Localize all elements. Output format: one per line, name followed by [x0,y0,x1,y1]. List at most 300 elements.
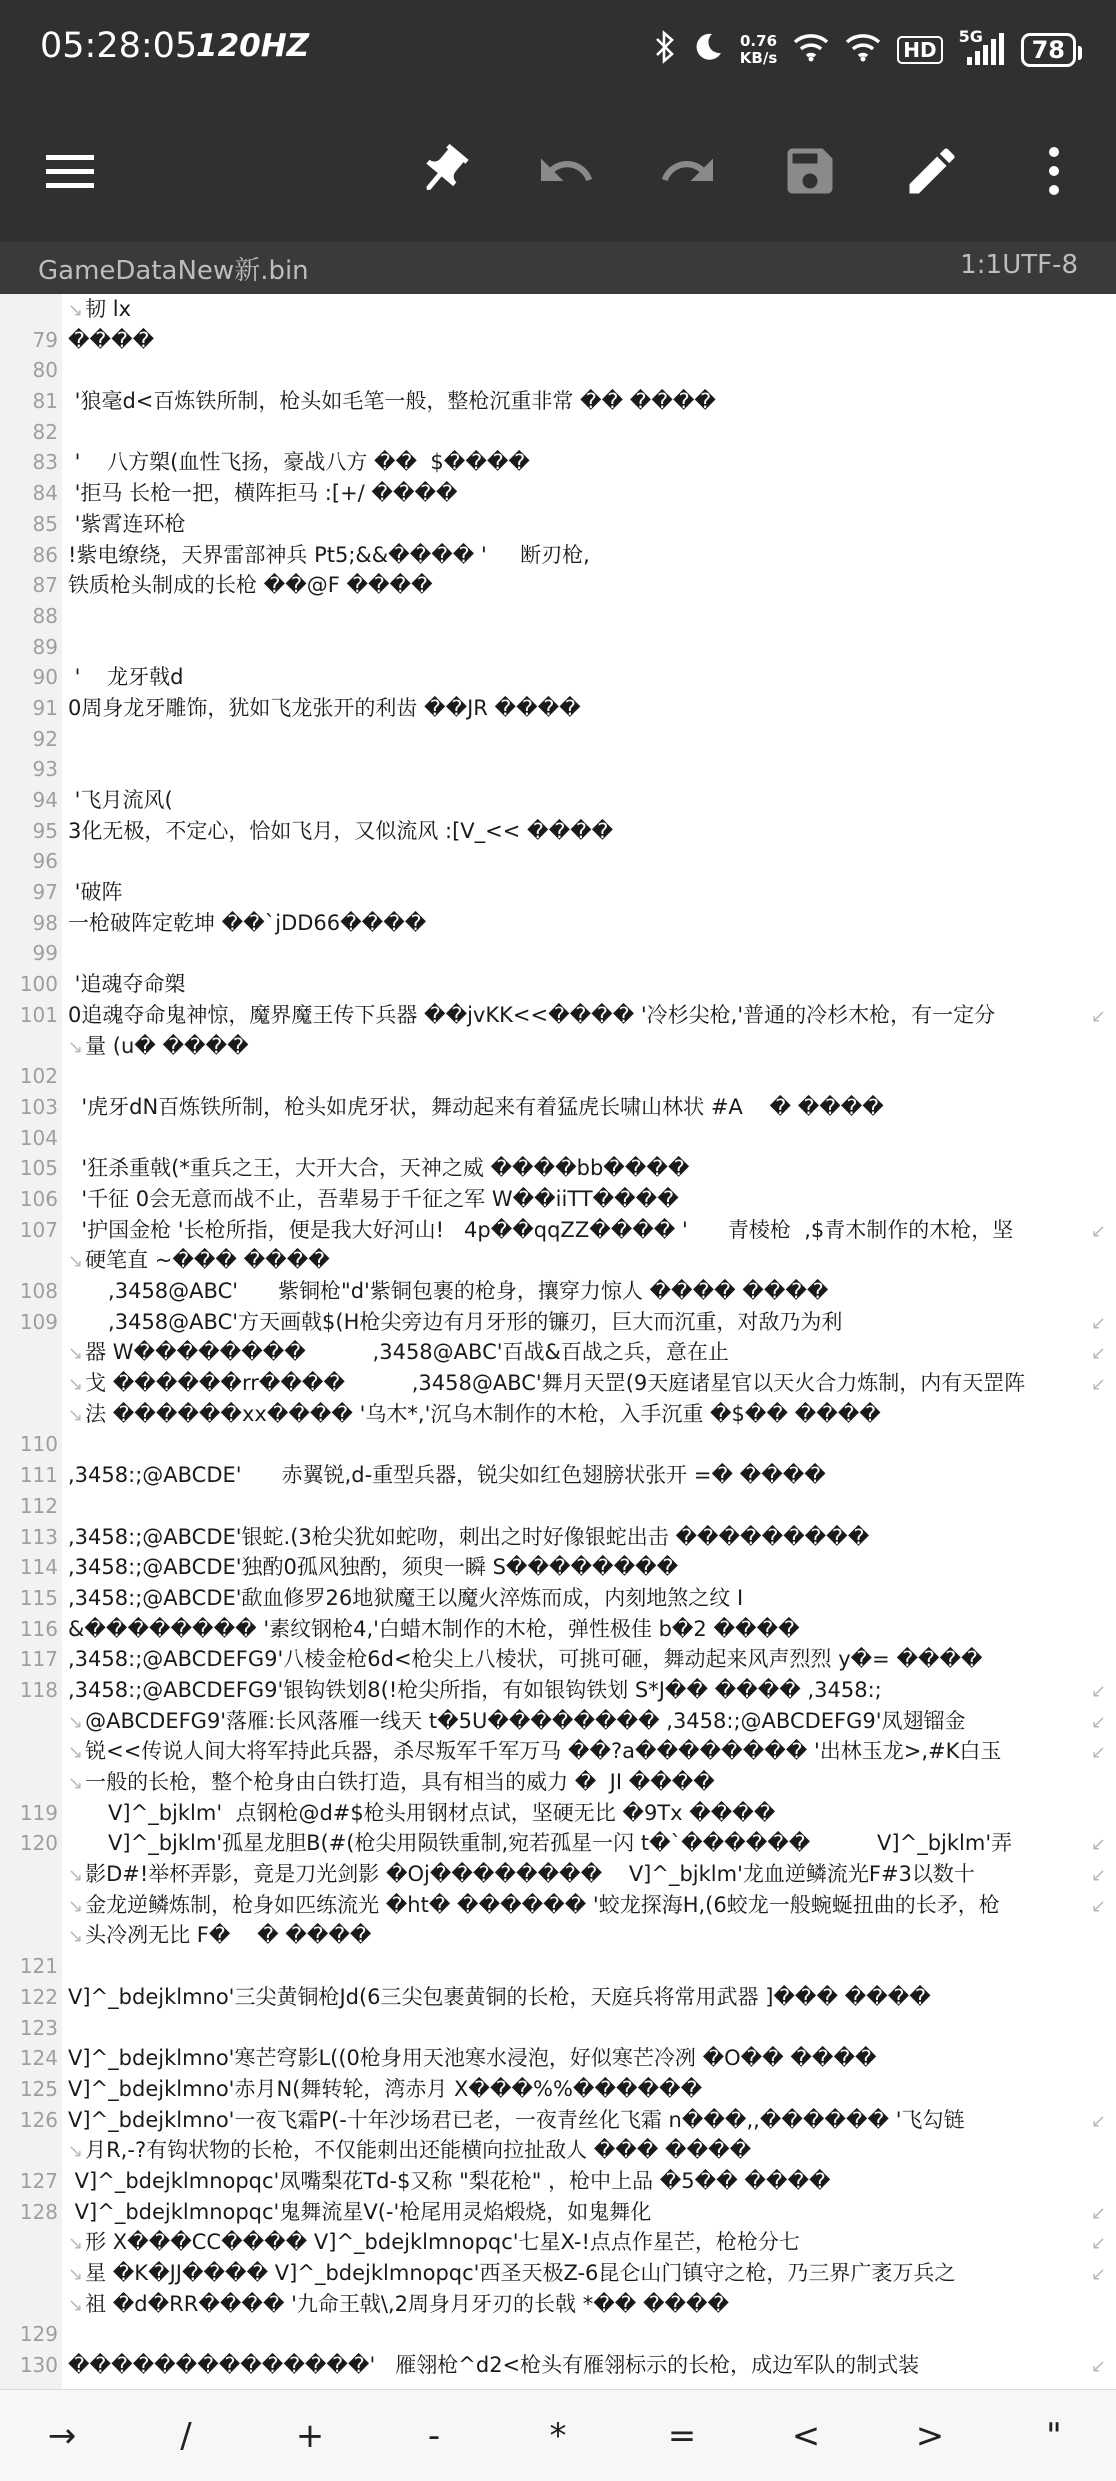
line-number: 93 [32,757,58,782]
status-icons [654,28,1076,72]
line-content: 0周身龙牙雕饰，犹如飞龙张开的利齿 ��JR ���� [68,695,581,720]
line-text[interactable] [68,1092,1108,1123]
line-number: 96 [32,849,58,874]
code-line[interactable] [0,1276,1116,1307]
line-number: 86 [32,542,58,567]
line-text[interactable] [68,325,1108,356]
symbol-key[interactable]: = [667,2415,697,2456]
code-line[interactable] [0,877,1116,908]
line-number: 99 [32,941,58,966]
line-content: ,3458:;@ABCDE'银蛇.(3枪尖犹如蛇吻，刺出之时好像银蛇出击 ��������� [68,1524,870,1549]
wrap-continuation-icon: ↘ [68,1036,84,1058]
line-text[interactable] [68,1215,1108,1246]
pin-button[interactable] [407,135,479,207]
line-content: 星 �K�JJ���� V]^_bdejklmnopqc'西圣天极Z-6昆仑山门镇守之枪，乃三界广袤万兵之 [85,2261,956,2285]
line-content: '狂杀重戟(*重兵之王，大开大合，天神之威 ����bb���� [68,1156,690,1181]
line-text[interactable] [68,1828,1108,1859]
wrap-continuation-icon: ↘ [68,2233,84,2255]
wrap-continuation-icon: ↘ [68,2294,84,2316]
wrap-indicator-icon: ↙ [1090,1005,1106,1027]
symbol-key[interactable]: + [295,2415,325,2456]
line-text[interactable] [68,662,1108,693]
code-line[interactable] [0,1552,1116,1583]
line-content: 影D#!举杯弄影，竟是刀光剑影 �Oj�������� V]^_bjklm'龙血逆鳞流光F#3以数十 [85,1862,975,1887]
line-number: 110 [19,1432,58,1457]
line-number: 81 [32,389,58,414]
code-line[interactable] [0,785,1116,816]
code-line[interactable] [0,754,1116,785]
code-line[interactable] [0,969,1116,1000]
code-line[interactable] [0,1123,1116,1154]
line-content: ' 八方槊(血性飞扬，豪战八方 �� $���� [68,450,530,475]
wrap-indicator-icon: ↙ [1090,1374,1106,1396]
code-line[interactable] [0,2319,1116,2350]
line-content: ���� [68,327,155,352]
line-number: 124 [19,2046,58,2071]
line-text[interactable] [68,2105,1108,2136]
code-line[interactable] [0,1215,1116,1246]
more-vert-icon [1044,146,1064,196]
code-line[interactable] [0,417,1116,448]
line-number: 82 [32,419,58,444]
wrap-continuation-icon: ↘ [68,1895,84,1917]
code-line[interactable] [0,2074,1116,2105]
line-content: ,3458:;@ABCDE' 赤翼锐,d-重型兵器，锐尖如红色翅膀状张开 =� ���� [68,1463,826,1488]
line-content: V]^_bdejklmnopqc'凤嘴梨花Td-$又称 "梨花枪" ，枪中上品 �5�� ���� [68,2168,831,2193]
line-content: 0追魂夺命鬼神惊，魔界魔王传下兵器 ��jvKK<<���� '冷杉尖枪,'普通的冷杉木枪，有一定分 [68,1002,996,1027]
line-text[interactable] [68,540,1108,571]
wrap-continuation-icon: ↘ [68,1865,84,1887]
code-lines[interactable] [0,294,1116,2381]
line-content: '拒马 长枪一把，横阵拒马 :[+/ ���� [68,481,458,506]
line-text[interactable] [68,1767,1108,1800]
line-number: 114 [19,1555,58,1580]
code-line[interactable] [0,1429,1116,1460]
line-text[interactable] [68,2074,1108,2105]
symbol-key[interactable]: - [427,2415,441,2456]
code-line[interactable] [0,1337,1116,1368]
line-text[interactable] [68,2197,1108,2228]
line-content: 形 X���CC���� V]^_bdejklmnopqc'七星X-!点点作星芒，枪枪分七 [85,2230,800,2255]
line-text[interactable] [68,1583,1108,1614]
line-text[interactable] [68,447,1108,478]
line-text[interactable] [68,478,1108,509]
edit-icon [902,141,962,201]
line-content: '追魂夺命槊 [68,972,186,997]
file-info-bar [0,242,1116,294]
code-line[interactable] [0,846,1116,877]
redo-button[interactable] [652,135,724,207]
line-number: 125 [19,2076,58,2101]
symbol-key[interactable]: > [915,2415,945,2456]
line-text[interactable] [68,1920,1108,1953]
line-text[interactable] [68,1798,1108,1829]
line-number: 121 [19,1954,58,1979]
line-content: '虎牙dN百炼铁所制，枪头如虎牙状，舞动起来有着猛虎长啸山林状 #A � ���� [68,1094,884,1119]
line-number: 106 [19,1186,58,1211]
line-text[interactable] [68,2289,1108,2322]
line-content: ,3458@ABC' 紫铜枪"d'紫铜包裹的枪身，攘穿力惊人 ���� ���� [68,1279,829,1303]
line-number: 87 [32,573,58,598]
refresh-rate-indicator: 120HZ [196,28,310,64]
wrap-indicator-icon: ↙ [1090,1680,1106,1702]
wrap-continuation-icon: ↘ [68,1374,84,1396]
line-number: 100 [19,972,58,997]
line-content: 祖 �d�RR���� '九命王戟\,2周身月牙刃的长戟 *�� ���� [85,2291,730,2316]
cursor-position: 1:1 [960,250,1002,280]
code-line[interactable] [0,386,1116,417]
wrap-continuation-icon: ↘ [68,2264,84,2285]
undo-icon [536,141,596,201]
wrap-indicator-icon: ↙ [1090,2202,1106,2224]
line-text[interactable] [68,1031,1108,1064]
line-content: V]^_bdejklmno'赤月N(舞转轮，湾赤月 X���%%������ [68,2076,703,2101]
line-content: '破阵 [68,880,123,905]
line-text[interactable] [68,1890,1108,1923]
line-text[interactable] [68,816,1108,847]
line-content: '护国金枪 '长枪所指，便是我大好河山! 4p��qqZZ���� ' 青棱枪 ,$青木制作的木枪，坚 [68,1217,1014,1242]
wrap-indicator-icon: ↙ [1090,1895,1106,1917]
line-number: 119 [19,1800,58,1825]
line-text[interactable] [68,294,1108,327]
code-line[interactable] [0,2013,1116,2044]
line-text[interactable] [68,1276,1108,1307]
code-line[interactable] [0,447,1116,478]
code-line[interactable] [0,1583,1116,1614]
line-number: 111 [19,1463,58,1488]
line-text[interactable] [68,877,1108,908]
line-text[interactable] [68,1460,1108,1491]
line-content: 一般的长枪，整个枪身由白铁打造，具有相当的威力 � JI ���� [85,1770,715,1794]
line-text[interactable] [68,693,1108,724]
line-content: 锐<<传说人间大将军持此兵器，杀尽叛军千军万马 ��?a�������� '出林玉龙>,#K白玉 [85,1739,1002,1764]
save-icon [780,141,840,201]
line-number: 118 [19,1677,58,1702]
code-line[interactable] [0,2289,1116,2320]
line-content: V]^_bdejklmno'一夜飞霜P(-十年沙场君已老，一夜青丝化飞霜 n���,,������ '飞勾链 [68,2107,965,2132]
wrap-indicator-icon: ↙ [1090,2233,1106,2255]
line-number: 80 [32,358,58,383]
line-number: 115 [19,1585,58,1610]
wrap-indicator-icon: ↙ [1090,1834,1106,1856]
wrap-indicator-icon: ↙ [1090,1343,1106,1365]
wrap-continuation-icon: ↘ [68,1926,84,1948]
line-text[interactable] [68,2258,1108,2291]
code-line[interactable] [0,908,1116,939]
line-content: !紫电缭绕，天界雷部神兵 Pt5;&&���� ' 断刃枪, [68,542,590,567]
line-content: '紫霄连环枪 [68,511,186,536]
line-number: 88 [32,603,58,628]
more-options-button[interactable] [1018,135,1090,207]
code-line[interactable] [0,2227,1116,2258]
status-bar [0,0,1116,100]
hd-badge: HD [897,36,942,64]
battery-indicator: 78 [1021,33,1076,67]
line-content: 器 W�������� ,3458@ABC'百战&百战之兵，意在止 [85,1340,729,1365]
line-content: '千征 0会无意而战不止，吾辈易于千征之军 W��iiTT���� [68,1186,679,1211]
cellular-label: 5G [958,27,983,46]
symbol-key[interactable]: → [47,2415,77,2456]
line-number: 92 [32,726,58,751]
line-number: 94 [32,788,58,812]
line-number: 103 [19,1094,58,1119]
code-line[interactable] [0,1736,1116,1767]
pin-icon [413,141,473,201]
line-text[interactable] [68,1706,1108,1739]
code-line[interactable] [0,1092,1116,1123]
code-line[interactable] [0,1368,1116,1399]
code-line[interactable] [0,816,1116,847]
code-line[interactable] [0,509,1116,540]
code-line[interactable] [0,1000,1116,1031]
code-line[interactable] [0,1245,1116,1276]
symbol-key[interactable]: < [791,2415,821,2456]
undo-button[interactable] [530,135,602,207]
code-line[interactable] [0,1675,1116,1706]
line-content: ,3458:;@ABCDEFG9'八棱金枪6d<枪尖上八棱状，可挑可砸，舞动起来风声烈烈 y�= ���� [68,1647,983,1672]
line-text[interactable] [68,1614,1108,1645]
code-line[interactable] [0,1184,1116,1215]
line-number: 98 [32,910,58,935]
wrap-continuation-icon: ↘ [68,1343,84,1365]
code-line[interactable] [0,2350,1116,2381]
line-text[interactable] [68,2350,1108,2381]
line-content: ,3458:;@ABCDE'独酌0孤风独酌，须臾一瞬 S�������� [68,1555,679,1580]
line-number: 117 [19,1647,58,1672]
wrap-indicator-icon: ↙ [1090,1711,1106,1733]
wrap-indicator-icon: ↙ [1090,1312,1106,1334]
line-text[interactable] [68,1522,1108,1553]
line-number: 116 [19,1616,58,1641]
line-text[interactable] [68,969,1108,1000]
line-content: V]^_bdejklmno'三尖黄铜枪Jd(6三尖包裹黄铜的长枪，天庭兵将常用武器 ]��� ���� [68,1984,931,2009]
line-number: 107 [19,1217,58,1242]
line-text[interactable] [68,1736,1108,1769]
line-content: 一枪破阵定乾坤 ��`jDD66���� [68,910,427,935]
symbol-key[interactable]: " [1046,2415,1062,2456]
line-number: 83 [32,450,58,475]
code-line[interactable] [0,540,1116,571]
line-text[interactable] [68,509,1108,540]
line-content: ,3458@ABC'方天画戟$(H枪尖旁边有月牙形的镰刃，巨大而沉重，对敌乃为利 [68,1309,843,1334]
line-content: '狼毫d<百炼铁所制，枪头如毛笔一般，整枪沉重非常 �� ���� [68,389,716,414]
code-line[interactable] [0,2043,1116,2074]
line-number: 129 [19,2322,58,2347]
line-content: 头冷冽无比 F� � ���� [85,1923,372,1948]
code-line[interactable] [0,938,1116,969]
wrap-continuation-icon: ↘ [68,1742,84,1764]
line-number: 120 [19,1831,58,1856]
wrap-indicator-icon: ↙ [1090,1865,1106,1887]
code-line[interactable] [0,1307,1116,1338]
line-number: 105 [19,1156,58,1181]
line-text[interactable] [68,1859,1108,1892]
wrap-indicator-icon: ↙ [1090,2356,1106,2378]
code-line[interactable] [0,1031,1116,1062]
code-line[interactable] [0,662,1116,693]
line-number: 85 [32,511,58,536]
status-time: 05:28:05 [40,26,198,66]
wrap-continuation-icon: ↘ [68,1404,84,1426]
code-line[interactable] [0,1798,1116,1829]
wrap-continuation-icon: ↘ [68,2141,84,2163]
cellular-signal-icon [958,27,1005,67]
line-number: 127 [19,2168,58,2193]
code-line[interactable] [0,2197,1116,2228]
code-line[interactable] [0,2105,1116,2136]
code-line[interactable] [0,1982,1116,2013]
line-text[interactable] [68,785,1108,816]
code-line[interactable] [0,325,1116,356]
line-text[interactable] [68,1184,1108,1215]
menu-icon [44,151,96,191]
line-number: 79 [32,327,58,352]
line-number: 104 [19,1125,58,1150]
bluetooth-icon [654,30,676,71]
code-line[interactable] [0,1951,1116,1982]
line-text[interactable] [68,2227,1108,2260]
wrap-indicator-icon: ↙ [1090,2264,1106,2285]
wrap-indicator-icon: ↙ [1090,2110,1106,2132]
line-content: V]^_bjklm' 点钢枪@d#$枪头用钢材点试，坚硬无比 �9Tx ���� [68,1800,776,1825]
line-text[interactable] [68,1307,1108,1338]
redo-icon [658,141,718,201]
symbol-key[interactable]: / [180,2415,192,2456]
code-line[interactable] [0,1859,1116,1890]
code-line[interactable] [0,1706,1116,1737]
file-encoding[interactable]: UTF-8 [1002,250,1078,280]
line-content: V]^_bjklm'孤星龙胆B(#(枪尖用陨铁重制,宛若孤星一闪 t�`������ V]^_bjklm'弄 [68,1831,1013,1856]
code-line[interactable] [0,632,1116,663]
code-line[interactable] [0,2166,1116,2197]
edit-button[interactable] [896,135,968,207]
code-line[interactable] [0,2258,1116,2289]
wrap-continuation-icon: ↘ [68,1711,84,1733]
wrap-indicator-icon: ↙ [1090,1220,1106,1242]
code-line[interactable] [0,1153,1116,1184]
line-number: 123 [19,2015,58,2040]
line-content: 金龙逆鳞炼制，枪身如匹练流光 �ht� ������ '蛟龙探海H,(6蛟龙一般蜿蜒扭曲的长矛，枪 [85,1892,1000,1917]
code-line[interactable] [0,1460,1116,1491]
line-text[interactable] [68,1552,1108,1583]
wifi-icon [793,32,829,69]
wrap-indicator-icon: ↙ [1090,1742,1106,1764]
line-text[interactable] [68,2043,1108,2074]
wifi-secondary-icon [845,32,881,69]
line-number: 95 [32,818,58,843]
text-editor[interactable] [0,294,1116,2389]
line-content: 硬笔直 ~��� ���� [85,1248,330,1273]
line-number: 91 [32,695,58,720]
line-content: 量 (u� ���� [85,1033,249,1058]
network-speed-value: 0.76 [740,32,778,50]
line-number: 101 [19,1002,58,1027]
line-text[interactable] [68,2166,1108,2197]
line-content: V]^_bdejklmnopqc'鬼舞流星V(-'枪尾用灵焰煅烧，如鬼舞化 [68,2199,652,2224]
line-content: ��������������' 雁翎枪^d2<枪头有雁翎标示的长枪，成边军队的制式装 [68,2353,920,2378]
line-number: 89 [32,634,58,659]
code-line[interactable] [0,1614,1116,1645]
line-number: 84 [32,481,58,506]
code-line[interactable] [0,2135,1116,2166]
line-number: 109 [19,1309,58,1334]
line-content: @ABCDEFG9'落雁:长风落雁一线天 t�5U�������� ,3458:;@ABCDEFG9'凤翅镏金 [85,1708,966,1733]
code-line[interactable] [0,1767,1116,1798]
line-number: 90 [32,665,58,690]
wrap-continuation-icon: ↘ [68,1773,84,1794]
code-line[interactable] [0,570,1116,601]
line-content: '飞月流风( [68,788,173,812]
line-number: 112 [19,1493,58,1518]
line-text[interactable] [68,1644,1108,1675]
line-number: 97 [32,880,58,905]
network-speed-unit: KB/s [739,49,778,67]
line-number: 126 [19,2107,58,2132]
code-line[interactable] [0,1399,1116,1430]
code-line[interactable] [0,1890,1116,1921]
code-line[interactable] [0,294,1116,325]
line-number: 102 [19,1064,58,1089]
line-content: 韧 lx [85,297,132,321]
line-text[interactable] [68,1368,1108,1401]
line-number: 130 [19,2353,58,2378]
line-content: ,3458:;@ABCDE'歃血修罗26地狱魔王以魔火淬炼而成，内刻地煞之纹 I [68,1585,744,1610]
line-number: 108 [19,1279,58,1303]
code-line[interactable] [0,1522,1116,1553]
file-name: GameDataNew新.bin [38,256,309,286]
line-text[interactable] [68,1153,1108,1184]
line-text[interactable] [68,1399,1108,1432]
line-number: 128 [19,2199,58,2224]
code-line[interactable] [0,693,1116,724]
code-line[interactable] [0,355,1116,386]
code-line[interactable] [0,601,1116,632]
line-text[interactable] [68,570,1108,601]
save-button[interactable] [774,135,846,207]
line-content: V]^_bdejklmno'寒芒穹影L((0枪身用天池寒水浸泡，好似寒芒冷冽 �O�� ���� [68,2046,877,2071]
line-text[interactable] [68,1675,1108,1706]
line-text[interactable] [68,386,1108,417]
line-text[interactable] [68,1337,1108,1370]
wrap-continuation-icon: ↘ [68,1251,84,1273]
line-content: ,3458:;@ABCDEFG9'银钩铁划8(!枪尖所指，有如银钩铁划 S*J�� ���� ,3458:; [68,1677,882,1702]
code-line[interactable] [0,1920,1116,1951]
line-content: &�������� '素纹钢枪4,'白蜡木制作的木枪，弹性极佳 b�2 ���� [68,1616,800,1641]
line-text[interactable] [68,1000,1108,1031]
code-line[interactable] [0,1491,1116,1522]
line-content: 铁质枪头制成的长枪 ��@F ���� [68,573,433,598]
line-content: 戈 ������rr���� ,3458@ABC'舞月天罡(9天庭诸星官以天火合力炼制，内有天罡阵 [85,1371,1026,1396]
line-content: 法 ������xx���� '乌木*,'沉乌木制作的木枪，入手沉重 �$�� ���� [85,1401,881,1426]
code-line[interactable] [0,724,1116,755]
wrap-continuation-icon: ↘ [68,300,84,321]
code-line[interactable] [0,1061,1116,1092]
symbol-key[interactable]: * [549,2415,567,2456]
menu-button[interactable] [34,135,106,207]
code-line[interactable] [0,478,1116,509]
network-speed [740,33,777,67]
code-line[interactable] [0,1828,1116,1859]
line-text[interactable] [68,1982,1108,2013]
line-number: 122 [19,1984,58,2009]
line-text[interactable] [68,1245,1108,1278]
code-line[interactable] [0,1644,1116,1675]
line-number: 113 [19,1524,58,1549]
line-text[interactable] [68,908,1108,939]
line-content: 月R,-?有钩状物的长枪，不仅能刺出还能横向拉扯敌人 ��� ���� [85,2138,752,2163]
line-text[interactable] [68,2135,1108,2168]
toolbar [0,100,1116,242]
